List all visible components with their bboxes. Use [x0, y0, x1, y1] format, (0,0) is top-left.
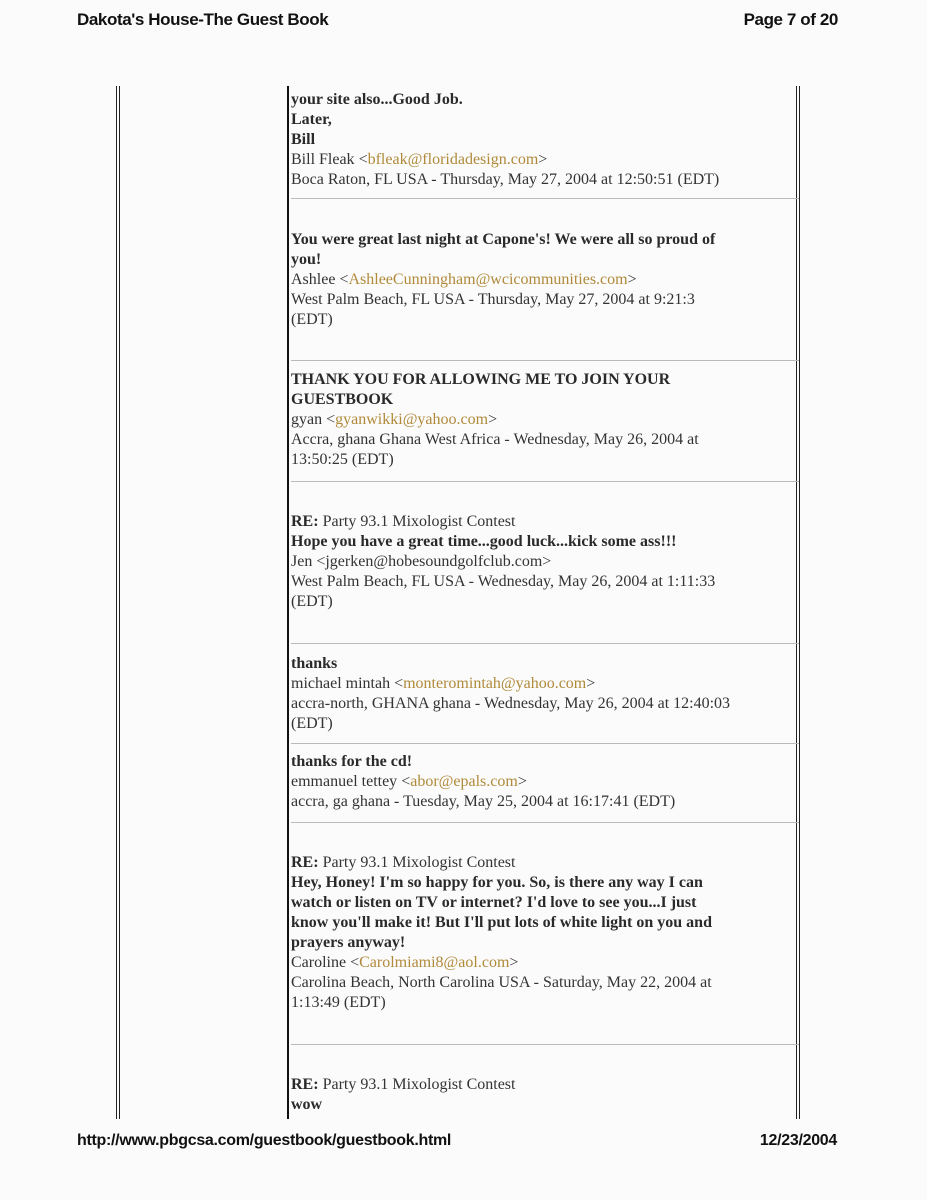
print-date: 12/23/2004 — [759, 1132, 837, 1149]
author-name: Ashlee — [291, 271, 336, 288]
reply-subject: Party 93.1 Mixologist Contest — [318, 854, 516, 871]
location-line: Carolina Beach, North Carolina USA - Saturday, May 22, 2004 at — [291, 974, 712, 991]
message-line: Later, — [291, 111, 332, 128]
reply-subject: Party 93.1 Mixologist Contest — [318, 513, 516, 530]
author-line: Jen <jgerken@hobesoundgolfclub.com> — [291, 553, 552, 570]
guestbook-entry — [291, 90, 795, 198]
author-email-link[interactable]: monteromintah@yahoo.com — [403, 675, 587, 692]
page-url: http://www.pbgcsa.com/guestbook/guestbook.html — [77, 1132, 452, 1149]
author-email-link[interactable]: bfleak@floridadesign.com — [367, 151, 539, 168]
location-line: Boca Raton, FL USA - Thursday, May 27, 2004 at 12:50:51 (EDT) — [291, 171, 720, 188]
location-line: accra-north, GHANA ghana - Wednesday, May 26, 2004 at 12:40:03 — [291, 695, 731, 712]
message-line: prayers anyway! — [291, 934, 406, 951]
location-line: West Palm Beach, FL USA - Wednesday, May 26, 2004 at 1:11:33 — [291, 573, 716, 590]
reply-label: RE: — [291, 1076, 319, 1093]
content-left-border — [287, 86, 289, 1119]
location-line: West Palm Beach, FL USA - Thursday, May 27, 2004 at 9:21:3 — [291, 291, 695, 308]
location-line: Accra, ghana Ghana West Africa - Wednesday, May 26, 2004 at — [291, 431, 699, 448]
message-line: Bill — [291, 131, 316, 148]
location-line: 13:50:25 (EDT) — [291, 451, 394, 468]
guestbook-entry — [291, 744, 795, 822]
message-line: know you'll make it! But I'll put lots of white light on you and — [291, 914, 712, 931]
guestbook-entry — [291, 199, 795, 360]
frame-line-right-outer — [799, 86, 800, 1119]
frame-line-right — [796, 86, 797, 1119]
guestbook-entry — [291, 361, 795, 481]
message-line: watch or listen on TV or internet? I'd love to see you...I just — [291, 894, 697, 911]
author-name: Bill Fleak — [291, 151, 355, 168]
reply-subject-line — [291, 853, 795, 873]
message-line: thanks for the cd! — [291, 753, 413, 770]
reply-subject-line — [291, 512, 795, 532]
message-line: Hey, Honey! I'm so happy for you. So, is there any way I can — [291, 874, 703, 891]
page-number: Page 7 of 20 — [743, 10, 838, 29]
author-email-link[interactable]: AshleeCunningham@wcicommunities.com — [348, 271, 628, 288]
guestbook-entry — [291, 482, 795, 643]
message-line: GUESTBOOK — [291, 391, 394, 408]
author-name: michael mintah — [291, 675, 391, 692]
reply-label: RE: — [291, 854, 319, 871]
location-line: accra, ga ghana - Tuesday, May 25, 2004 at 16:17:41 (EDT) — [291, 793, 676, 810]
author-name: gyan — [291, 411, 323, 428]
guestbook-entry — [291, 644, 795, 743]
message-line: thanks — [291, 655, 338, 672]
reply-label: RE: — [291, 513, 319, 530]
location-line: 1:13:49 (EDT) — [291, 994, 386, 1011]
author-email-link[interactable]: gyanwikki@yahoo.com — [335, 411, 489, 428]
guestbook-entries — [291, 90, 795, 1115]
author-line: Bill Fleak <bfleak@floridadesign.com> — [291, 151, 548, 168]
location-line: (EDT) — [291, 593, 333, 610]
message-line: THANK YOU FOR ALLOWING ME TO JOIN YOUR — [291, 371, 671, 388]
frame-line-left-inner — [119, 86, 120, 1119]
author-name: Caroline — [291, 954, 347, 971]
author-line: emmanuel tettey <abor@epals.com> — [291, 773, 527, 790]
message-line: wow — [291, 1096, 323, 1113]
guestbook-entry — [291, 1045, 795, 1115]
location-line: (EDT) — [291, 311, 333, 328]
guestbook-entry — [291, 823, 795, 1044]
message-line: Hope you have a great time...good luck...kick some ass!!! — [291, 533, 677, 550]
author-email-link[interactable]: abor@epals.com — [410, 773, 518, 790]
reply-subject: Party 93.1 Mixologist Contest — [318, 1076, 516, 1093]
author-line: Caroline <Carolmiami8@aol.com> — [291, 954, 519, 971]
location-line: (EDT) — [291, 715, 333, 732]
author-email-link[interactable]: Carolmiami8@aol.com — [359, 954, 510, 971]
author-name: emmanuel tettey — [291, 773, 398, 790]
frame-line-left — [116, 86, 117, 1119]
author-line: michael mintah <monteromintah@yahoo.com> — [291, 675, 596, 692]
page-header-title: Dakota's House-The Guest Book — [77, 10, 329, 29]
message-line: You were great last night at Capone's! We were all so proud of — [291, 231, 716, 248]
message-line: your site also...Good Job. — [291, 91, 463, 108]
author-line: Ashlee <AshleeCunningham@wcicommunities.com> — [291, 271, 637, 288]
author-line: gyan <gyanwikki@yahoo.com> — [291, 411, 498, 428]
message-line: you! — [291, 251, 322, 268]
reply-subject-line — [291, 1075, 795, 1095]
